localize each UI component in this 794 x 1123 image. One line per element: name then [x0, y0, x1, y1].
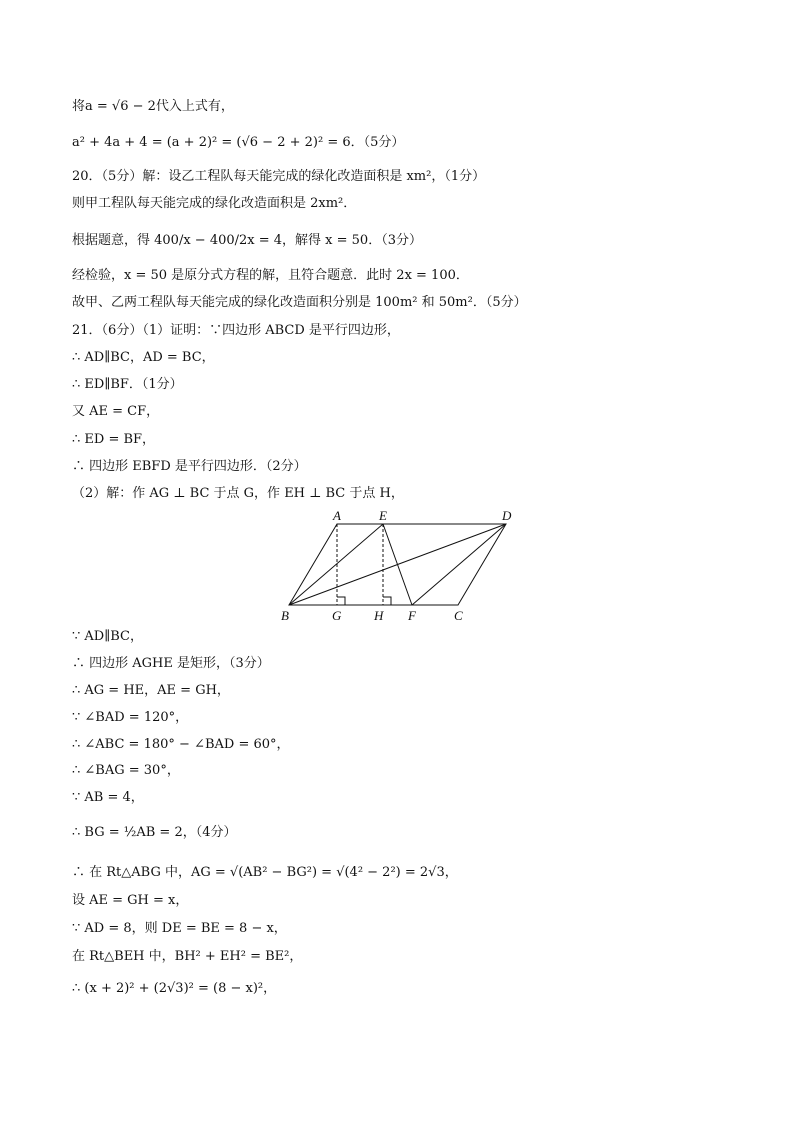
text-line: ∴ ED∥BF．（1分） [72, 377, 183, 392]
text-line: 根据题意，得 400/x − 400/2x = 4，解得 x = 50．（3分） [72, 233, 422, 248]
text-line: 20．（5分）解：设乙工程队每天能完成的绿化改造面积是 xm²，（1分） [72, 169, 486, 184]
text-line: 经检验，x = 50 是原分式方程的解，且符合题意．此时 2x = 100． [72, 268, 469, 283]
text-line: ∴ 四边形 AGHE 是矩形，（3分） [72, 656, 270, 671]
point-label-f: F [408, 608, 416, 623]
parallelogram-figure [280, 508, 530, 626]
right-angle-mark-h [383, 597, 391, 605]
point-label-g: G [332, 608, 342, 623]
point-label-h: H [374, 608, 384, 623]
text-line: ∵ AD∥BC， [72, 629, 143, 644]
segment-ef [383, 524, 412, 605]
text-line: ∴ AG = HE，AE = GH， [72, 683, 230, 698]
text-line: 设 AE = GH = x， [72, 893, 189, 908]
text-line: ∴ ∠ABC = 180° − ∠BAD = 60°， [72, 737, 290, 752]
text-line: 将a = √6 − 2代入上式有， [72, 99, 234, 114]
text-line: 则甲工程队每天能完成的绿化改造面积是 2xm²． [72, 196, 357, 211]
text-line: （2）解：作 AG ⊥ BC 于点 G，作 EH ⊥ BC 于点 H， [72, 486, 404, 501]
text-line: ∴ AD∥BC，AD = BC， [72, 350, 215, 365]
text-line: ∵ AD = 8，则 DE = BE = 8 − x， [72, 921, 287, 936]
segment-fd [412, 524, 506, 605]
text-line: ∴ ED = BF， [72, 432, 156, 447]
text-line: ∵ ∠BAD = 120°， [72, 710, 189, 725]
text-line: ∵ AB = 4， [72, 790, 144, 805]
text-line: 故甲、乙两工程队每天能完成的绿化改造面积分别是 100m² 和 50m²．（5分） [72, 295, 527, 310]
text-line: ∴ 四边形 EBFD 是平行四边形．（2分） [72, 459, 307, 474]
segment-be [289, 524, 383, 605]
point-label-a: A [333, 508, 341, 523]
text-line: ∴ 在 Rt△ABG 中，AG = √(AB² − BG²) = √(4² − 2²) = 2√3， [72, 865, 458, 880]
point-label-c: C [454, 608, 463, 623]
text-line: 21．（6分）（1）证明：∵四边形 ABCD 是平行四边形， [72, 323, 400, 338]
text-line: 又 AE = CF， [72, 404, 160, 419]
text-line: a² + 4a + 4 = (a + 2)² = (√6 − 2 + 2)² = 6．（5分） [72, 135, 405, 150]
text-line: ∴ ∠BAG = 30°， [72, 763, 180, 778]
right-angle-mark-g [337, 597, 345, 605]
point-label-e: E [379, 508, 387, 523]
point-label-b: B [281, 608, 289, 623]
text-line: ∴ (x + 2)² + (2√3)² = (8 − x)²， [72, 981, 277, 996]
text-line: 在 Rt△BEH 中，BH² + EH² = BE²， [72, 949, 303, 964]
point-label-d: D [502, 508, 512, 523]
text-line: ∴ BG = ½AB = 2，（4分） [72, 825, 237, 840]
